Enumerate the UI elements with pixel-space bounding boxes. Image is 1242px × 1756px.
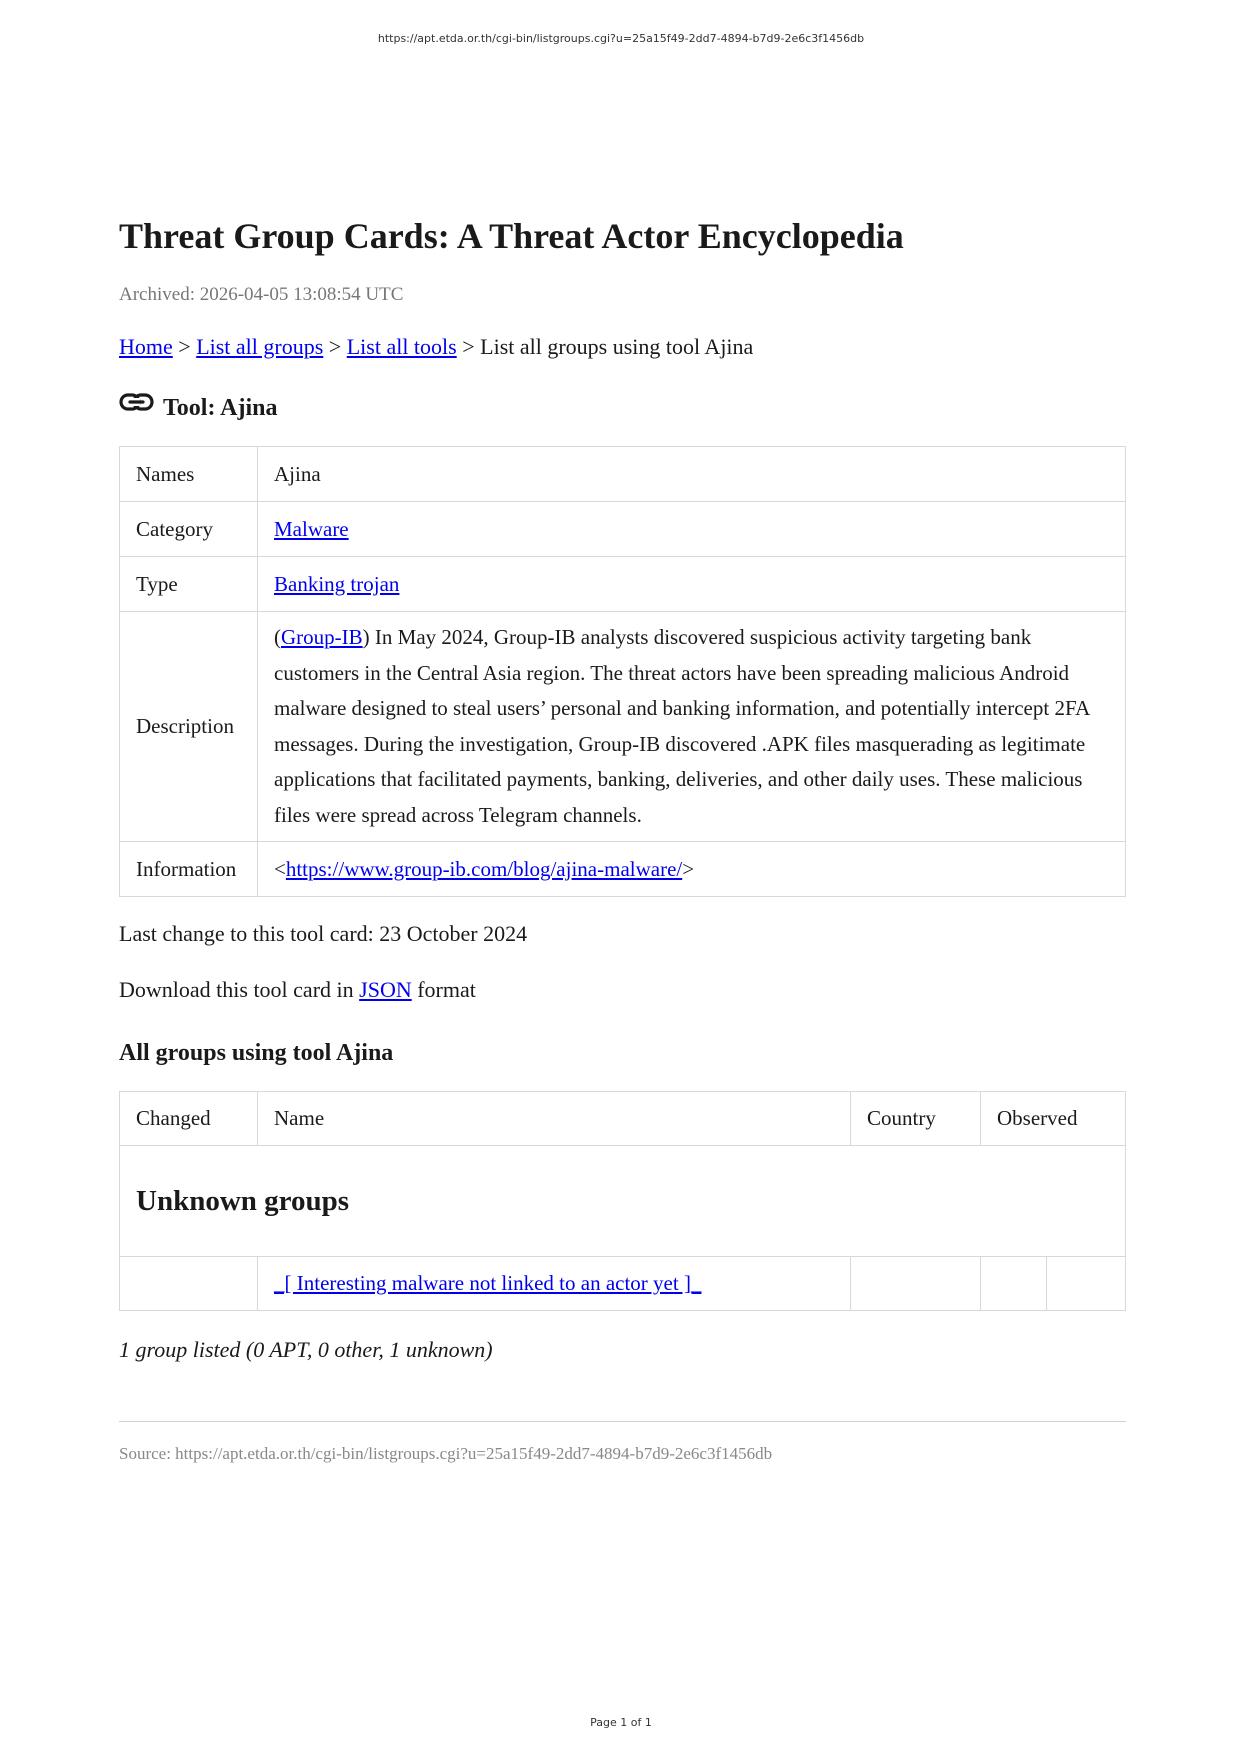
breadcrumb-current: List all groups using tool Ajina (480, 334, 754, 359)
groups-header-row (120, 1092, 1126, 1146)
header-observed: Observed (981, 1092, 1126, 1146)
table-row-names (120, 447, 1126, 502)
section-row (120, 1146, 1126, 1257)
source-line: Source: https://apt.etda.or.th/cgi-bin/listgroups.cgi?u=25a15f49-2dd7-4894-b7d9-2e6c3f1456db (119, 1444, 773, 1463)
tool-heading-text: Tool: Ajina (163, 395, 278, 421)
download-line (119, 975, 1126, 1005)
tool-info-table (119, 446, 1126, 897)
group-country-cell (851, 1257, 981, 1311)
table-row-information (120, 842, 1126, 897)
groups-heading: All groups using tool Ajina (119, 1040, 394, 1066)
group-changed-cell (120, 1257, 258, 1311)
information-link[interactable]: https://www.group-ib.com/blog/ajina-malware/ (285, 856, 683, 881)
type-label: Type (120, 557, 258, 612)
category-link[interactable]: Malware (274, 516, 349, 541)
tool-heading (119, 392, 1126, 424)
footer-divider (119, 1421, 1126, 1422)
last-change: Last change to this tool card: 23 October 2024 (119, 921, 528, 946)
type-cell (258, 557, 1126, 612)
download-prefix: Download this tool card in (119, 977, 360, 1002)
page-number: Page 1 of 1 (590, 1716, 652, 1729)
header-changed: Changed (120, 1092, 258, 1146)
json-download-link[interactable]: JSON (359, 977, 412, 1002)
table-row-type (120, 557, 1126, 612)
page-header-url: https://apt.etda.or.th/cgi-bin/listgroups.cgi?u=25a15f49-2dd7-4894-b7d9-2e6c3f1456db (377, 32, 865, 45)
group-extra-cell (1047, 1257, 1126, 1311)
breadcrumb-home-link[interactable]: Home (119, 334, 173, 359)
description-cell: (Group-IB) In May 2024, Group-IB analysts discovered suspicious activity targeting bank customers in the Central Asia region. The threat actors have been spreading malicious Android malware designed to steal users’ personal and banking information, and potentially intercept 2FA messages. During the investigation, Group-IB discovered .APK files masquerading as legitimate applications that facilitated payments, banking, deliveries, and other daily uses. These malicious files were spread across Telegram channels. (258, 612, 1126, 842)
breadcrumb-separator: > (456, 334, 481, 359)
names-label: Names (120, 447, 258, 502)
description-source-link[interactable]: Group-IB (281, 625, 363, 649)
breadcrumb-groups-link[interactable]: List all groups (196, 334, 324, 359)
header-name: Name (258, 1092, 851, 1146)
groups-summary: 1 group listed (0 APT, 0 other, 1 unknown) (119, 1337, 493, 1362)
description-label: Description (120, 612, 258, 842)
group-name-link[interactable]: _[ Interesting malware not linked to an actor yet ]_ (274, 1271, 702, 1295)
information-cell: <https://www.group-ib.com/blog/ajina-malware/> (258, 842, 1126, 897)
breadcrumb-tools-link[interactable]: List all tools (346, 334, 457, 359)
description-text: ) In May 2024, Group-IB analysts discovered suspicious activity targeting bank customers in the Central Asia region. The threat actors have been spreading malicious Android malware designed to steal users’ personal and banking information, and potentially intercept 2FA messages. During the investigation, Group-IB discovered .APK files masquerading as legitimate applications that facilitated payments, banking, deliveries, and other daily uses. These malicious files were spread across Telegram channels. (274, 625, 1090, 827)
group-observed-cell (981, 1257, 1047, 1311)
download-suffix: format (411, 977, 476, 1002)
section-unknown-groups: Unknown groups (120, 1146, 1126, 1257)
breadcrumb-separator: > (323, 334, 347, 359)
table-row-category (120, 502, 1126, 557)
groups-table (119, 1091, 1126, 1311)
table-row-description (120, 612, 1126, 842)
category-label: Category (120, 502, 258, 557)
category-cell (258, 502, 1126, 557)
breadcrumb-separator: > (172, 334, 197, 359)
header-country: Country (851, 1092, 981, 1146)
names-value: Ajina (258, 447, 1126, 502)
page-title: Threat Group Cards: A Threat Actor Encyclopedia (119, 216, 904, 256)
link-icon (119, 392, 155, 414)
main-content (119, 212, 1126, 1466)
breadcrumb (119, 332, 1126, 362)
archived-timestamp: Archived: 2026-04-05 13:08:54 UTC (119, 284, 404, 305)
group-name-cell (258, 1257, 851, 1311)
type-link[interactable]: Banking trojan (274, 571, 400, 596)
information-label: Information (120, 842, 258, 897)
table-row (120, 1257, 1126, 1311)
